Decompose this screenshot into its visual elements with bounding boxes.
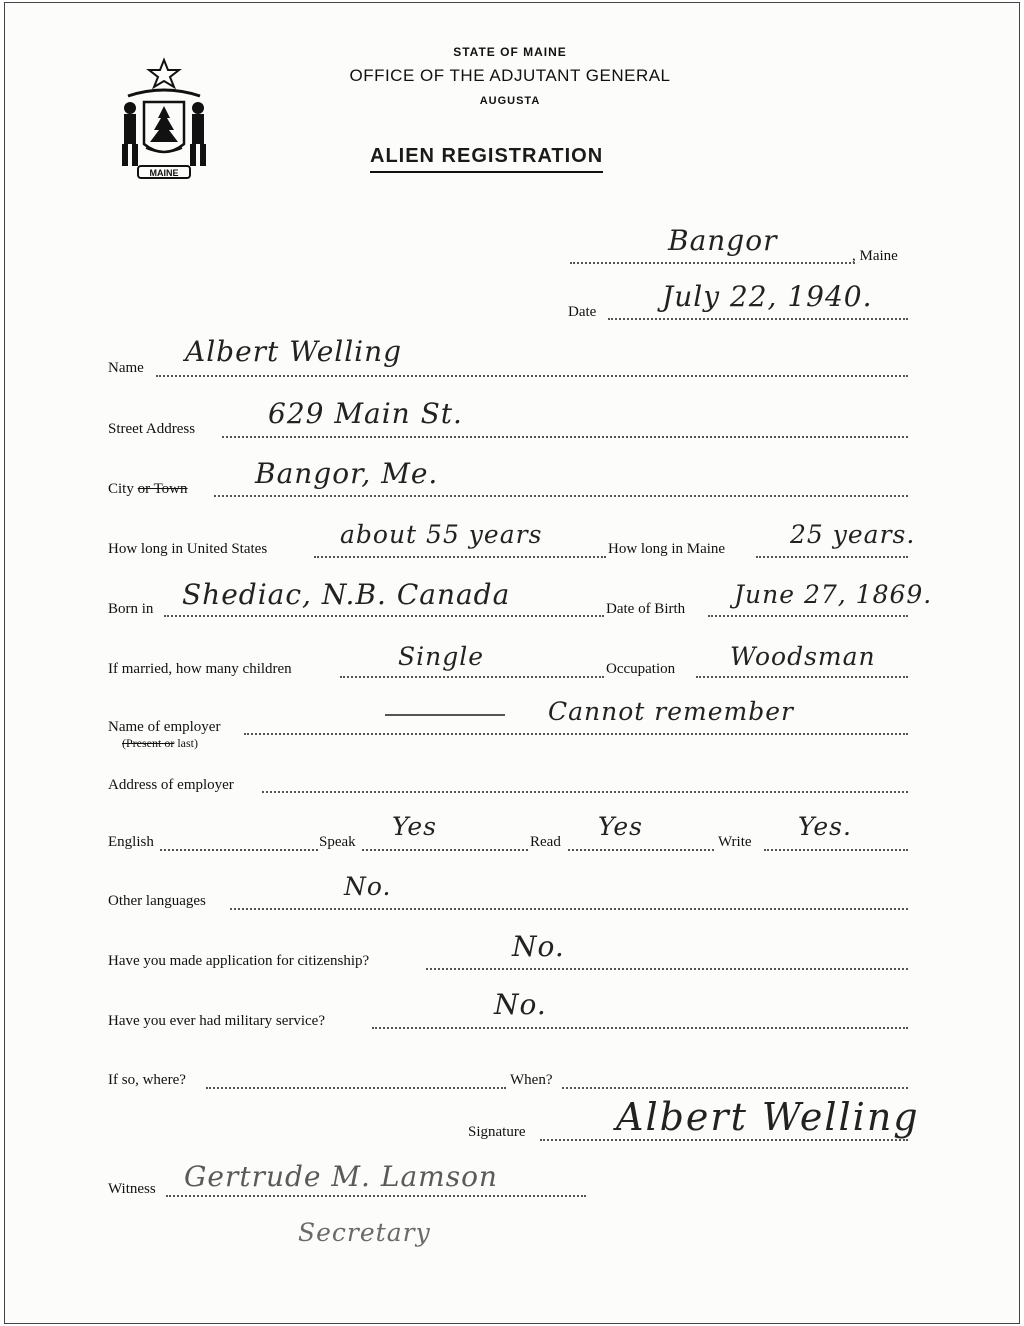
occupation-value: Woodsman <box>730 642 876 671</box>
employer-label: Name of employer <box>108 719 221 735</box>
employer-dash <box>385 714 505 716</box>
other-languages-label: Other languages <box>108 893 206 909</box>
employer-address-label: Address of employer <box>108 777 234 793</box>
witness-title: Secretary <box>298 1218 431 1247</box>
employer-sublabel: (Present or last) <box>122 736 198 750</box>
signature-label: Signature <box>468 1124 526 1140</box>
speak-label: Speak <box>319 834 356 850</box>
date-label: Date <box>568 304 597 320</box>
read-label: Read <box>530 834 561 850</box>
witness-label: Witness <box>108 1181 156 1197</box>
read-value: Yes <box>598 812 643 841</box>
other-languages-value: No. <box>344 872 392 901</box>
name-label: Name <box>108 360 144 376</box>
employer-value: Cannot remember <box>548 697 794 726</box>
when-label: When? <box>510 1072 553 1088</box>
street-address-value: 629 Main St. <box>268 397 463 430</box>
write-value: Yes. <box>798 812 852 841</box>
born-in-label: Born in <box>108 601 154 617</box>
maine-state-seal-icon <box>108 56 220 188</box>
city-heading: AUGUSTA <box>479 95 541 107</box>
how-long-us-value: about 55 years <box>340 520 543 549</box>
seal-label: MAINE <box>149 168 179 178</box>
citizenship-label: Have you made application for citizenship? <box>108 953 370 969</box>
occupation-label: Occupation <box>606 661 676 677</box>
military-label: Have you ever had military service? <box>108 1013 325 1029</box>
military-value: No. <box>494 988 547 1021</box>
how-long-us-label: How long in United States <box>108 541 268 557</box>
city-value: Bangor, Me. <box>255 457 439 490</box>
how-long-maine-label: How long in Maine <box>608 541 726 557</box>
name-value: Albert Welling <box>185 335 403 368</box>
citizenship-value: No. <box>512 930 565 963</box>
office-heading: OFFICE OF THE ADJUTANT GENERAL <box>349 66 671 85</box>
children-label: If married, how many children <box>108 661 292 677</box>
date-value: July 22, 1940. <box>662 280 873 313</box>
english-label: English <box>108 834 154 850</box>
signature-value: Albert Welling <box>616 1095 920 1139</box>
witness-value: Gertrude M. Lamson <box>184 1160 498 1193</box>
date-of-birth-label: Date of Birth <box>606 601 686 617</box>
speak-value: Yes <box>392 812 437 841</box>
form-title: ALIEN REGISTRATION <box>370 145 603 173</box>
street-address-label: Street Address <box>108 421 196 437</box>
how-long-maine-value: 25 years. <box>790 520 916 549</box>
date-of-birth-value: June 27, 1869. <box>734 580 933 609</box>
state-heading: STATE OF MAINE <box>453 45 567 59</box>
children-value: Single <box>398 642 485 671</box>
place-suffix: , Maine <box>852 248 898 264</box>
city-label: City or Town <box>108 481 188 497</box>
if-so-where-label: If so, where? <box>108 1072 186 1088</box>
place-value: Bangor <box>668 224 778 257</box>
born-in-value: Shediac, N.B. Canada <box>182 578 511 611</box>
write-label: Write <box>718 834 752 850</box>
